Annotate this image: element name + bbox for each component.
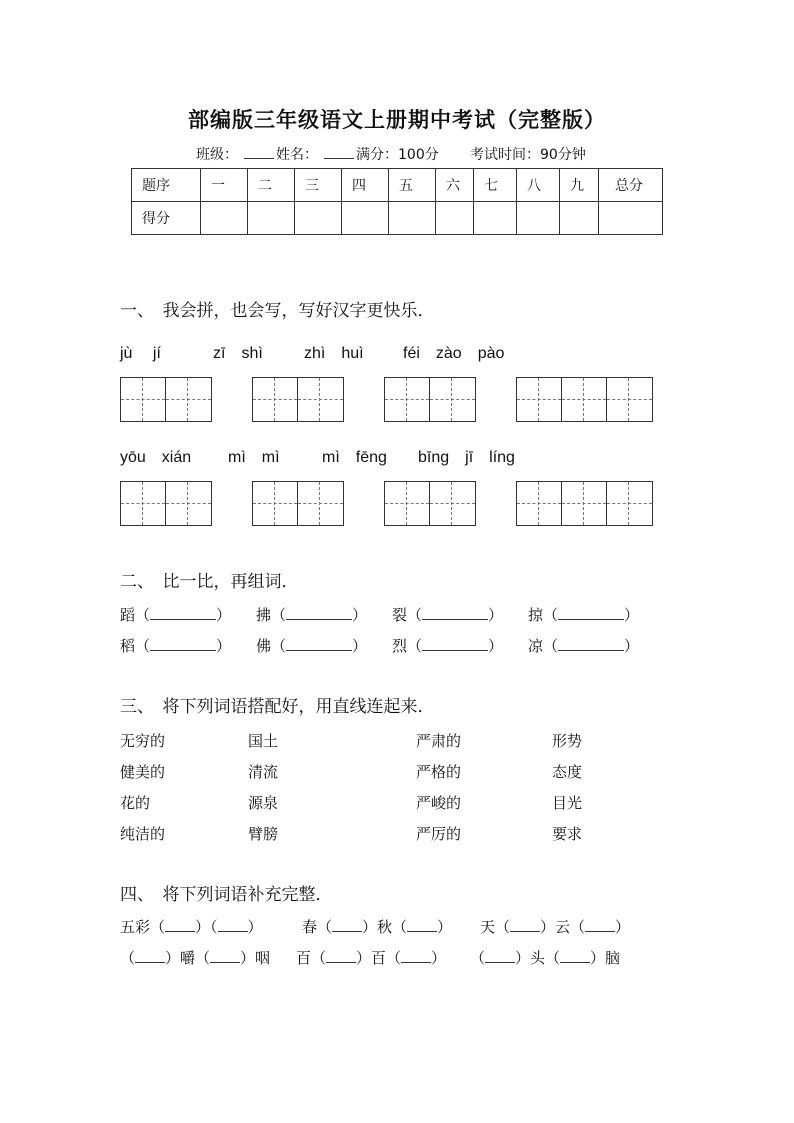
- tianzige-grid[interactable]: [516, 377, 653, 422]
- match-word[interactable]: 目光: [552, 794, 583, 812]
- name-blank[interactable]: [324, 146, 354, 159]
- header-cell: 三: [295, 169, 342, 202]
- match-word[interactable]: 严厉的: [416, 825, 462, 843]
- match-word[interactable]: 臂膀: [248, 825, 279, 843]
- score-table-header-row: [132, 169, 663, 202]
- class-blank[interactable]: [244, 146, 274, 159]
- full-score: 满分：100分: [356, 147, 439, 163]
- match-word[interactable]: 严格的: [416, 763, 462, 781]
- idiom-fill-row: 春（ ）秋（ ）: [302, 918, 453, 936]
- class-label: 班级：: [196, 147, 238, 163]
- pinyin: féi zào pào: [403, 345, 505, 362]
- header-cell: 二: [248, 169, 295, 202]
- match-word[interactable]: 态度: [552, 763, 583, 781]
- header-cell: 七: [474, 169, 517, 202]
- header-cell: 九: [560, 169, 599, 202]
- match-word[interactable]: 国土: [248, 732, 279, 750]
- score-cell[interactable]: [248, 202, 295, 235]
- score-row-label: 得分: [132, 202, 201, 235]
- header-cell: 六: [436, 169, 474, 202]
- pinyin: mì mì: [228, 449, 280, 466]
- pinyin: jù jí: [120, 345, 161, 362]
- pinyin: yōu xián: [120, 449, 192, 466]
- tianzige-grid[interactable]: [516, 481, 653, 526]
- header-cell: 八: [517, 169, 560, 202]
- tianzige-grid[interactable]: [384, 377, 476, 422]
- compare-item: 佛（ ）: [256, 637, 368, 655]
- score-cell[interactable]: [517, 202, 560, 235]
- score-cell[interactable]: [201, 202, 248, 235]
- idiom-blank[interactable]: [510, 919, 540, 932]
- section-2-title: 二、 比一比，再组词．: [120, 572, 299, 592]
- answer-blank[interactable]: [286, 638, 352, 651]
- score-cell[interactable]: [474, 202, 517, 235]
- answer-blank[interactable]: [150, 638, 216, 651]
- idiom-blank[interactable]: [332, 919, 362, 932]
- idiom-blank[interactable]: [585, 919, 615, 932]
- tianzige-grid[interactable]: [252, 481, 344, 526]
- score-cell[interactable]: [560, 202, 599, 235]
- compare-item: 烈（ ）: [392, 637, 504, 655]
- header-cell: 四: [342, 169, 389, 202]
- idiom-blank[interactable]: [210, 950, 240, 963]
- score-cell[interactable]: [599, 202, 663, 235]
- compare-item: 凉（ ）: [528, 637, 640, 655]
- match-word[interactable]: 花的: [120, 794, 151, 812]
- page-title: 部编版三年级语文上册期中考试（完整版）: [188, 108, 606, 132]
- pinyin: zī shì: [213, 345, 263, 362]
- match-word[interactable]: 无穷的: [120, 732, 166, 750]
- answer-blank[interactable]: [150, 607, 216, 620]
- idiom-blank[interactable]: [401, 950, 431, 963]
- tianzige-grid[interactable]: [252, 377, 344, 422]
- match-word[interactable]: 形势: [552, 732, 583, 750]
- pinyin: mì fēng: [322, 449, 387, 466]
- pinyin: zhì huì: [304, 345, 364, 362]
- answer-blank[interactable]: [422, 638, 488, 651]
- header-cell: 一: [201, 169, 248, 202]
- exam-time: 考试时间：90分钟: [470, 147, 586, 163]
- answer-blank[interactable]: [558, 638, 624, 651]
- match-word[interactable]: 健美的: [120, 763, 166, 781]
- header-cell: 题序: [132, 169, 201, 202]
- tianzige-grid[interactable]: [120, 481, 212, 526]
- answer-blank[interactable]: [422, 607, 488, 620]
- match-word[interactable]: 纯洁的: [120, 825, 166, 843]
- score-cell[interactable]: [342, 202, 389, 235]
- compare-item: 拂（ ）: [256, 606, 368, 624]
- match-word[interactable]: 要求: [552, 825, 583, 843]
- score-table: [131, 168, 663, 235]
- idiom-blank[interactable]: [485, 950, 515, 963]
- idiom-blank[interactable]: [407, 919, 437, 932]
- idiom-fill-row: 百（ ）百（ ）: [296, 949, 447, 967]
- tianzige-grid[interactable]: [384, 481, 476, 526]
- match-word[interactable]: 源泉: [248, 794, 279, 812]
- score-cell[interactable]: [389, 202, 436, 235]
- match-word[interactable]: 清流: [248, 763, 279, 781]
- header-cell: 总分: [599, 169, 663, 202]
- tianzige-grid[interactable]: [120, 377, 212, 422]
- header-cell: 五: [389, 169, 436, 202]
- name-label: 姓名：: [276, 147, 318, 163]
- section-3-title: 三、 将下列词语搭配好，用直线连起来．: [120, 697, 435, 717]
- match-word[interactable]: 严肃的: [416, 732, 462, 750]
- compare-item: 掠（ ）: [528, 606, 640, 624]
- idiom-blank[interactable]: [326, 950, 356, 963]
- idiom-blank[interactable]: [165, 919, 195, 932]
- idiom-fill-row: 五彩（ ）（ ）: [120, 918, 263, 936]
- score-table-score-row: [132, 202, 663, 235]
- compare-item: 稻（ ）: [120, 637, 232, 655]
- idiom-fill-row: （ ）头（ ）脑: [470, 949, 621, 967]
- idiom-fill-row: 天（ ）云（ ）: [480, 918, 631, 936]
- answer-blank[interactable]: [286, 607, 352, 620]
- idiom-fill-row: （ ）嚼（ ）咽: [120, 949, 271, 967]
- idiom-blank[interactable]: [135, 950, 165, 963]
- answer-blank[interactable]: [558, 607, 624, 620]
- score-cell[interactable]: [436, 202, 474, 235]
- pinyin: bīng jī líng: [418, 449, 515, 466]
- section-1-title: 一、 我会拼，也会写，写好汉字更快乐．: [120, 301, 435, 321]
- compare-item: 蹈（ ）: [120, 606, 232, 624]
- compare-item: 裂（ ）: [392, 606, 504, 624]
- section-4-title: 四、 将下列词语补充完整．: [120, 885, 333, 905]
- idiom-blank[interactable]: [560, 950, 590, 963]
- idiom-blank[interactable]: [218, 919, 248, 932]
- score-cell[interactable]: [295, 202, 342, 235]
- match-word[interactable]: 严峻的: [416, 794, 462, 812]
